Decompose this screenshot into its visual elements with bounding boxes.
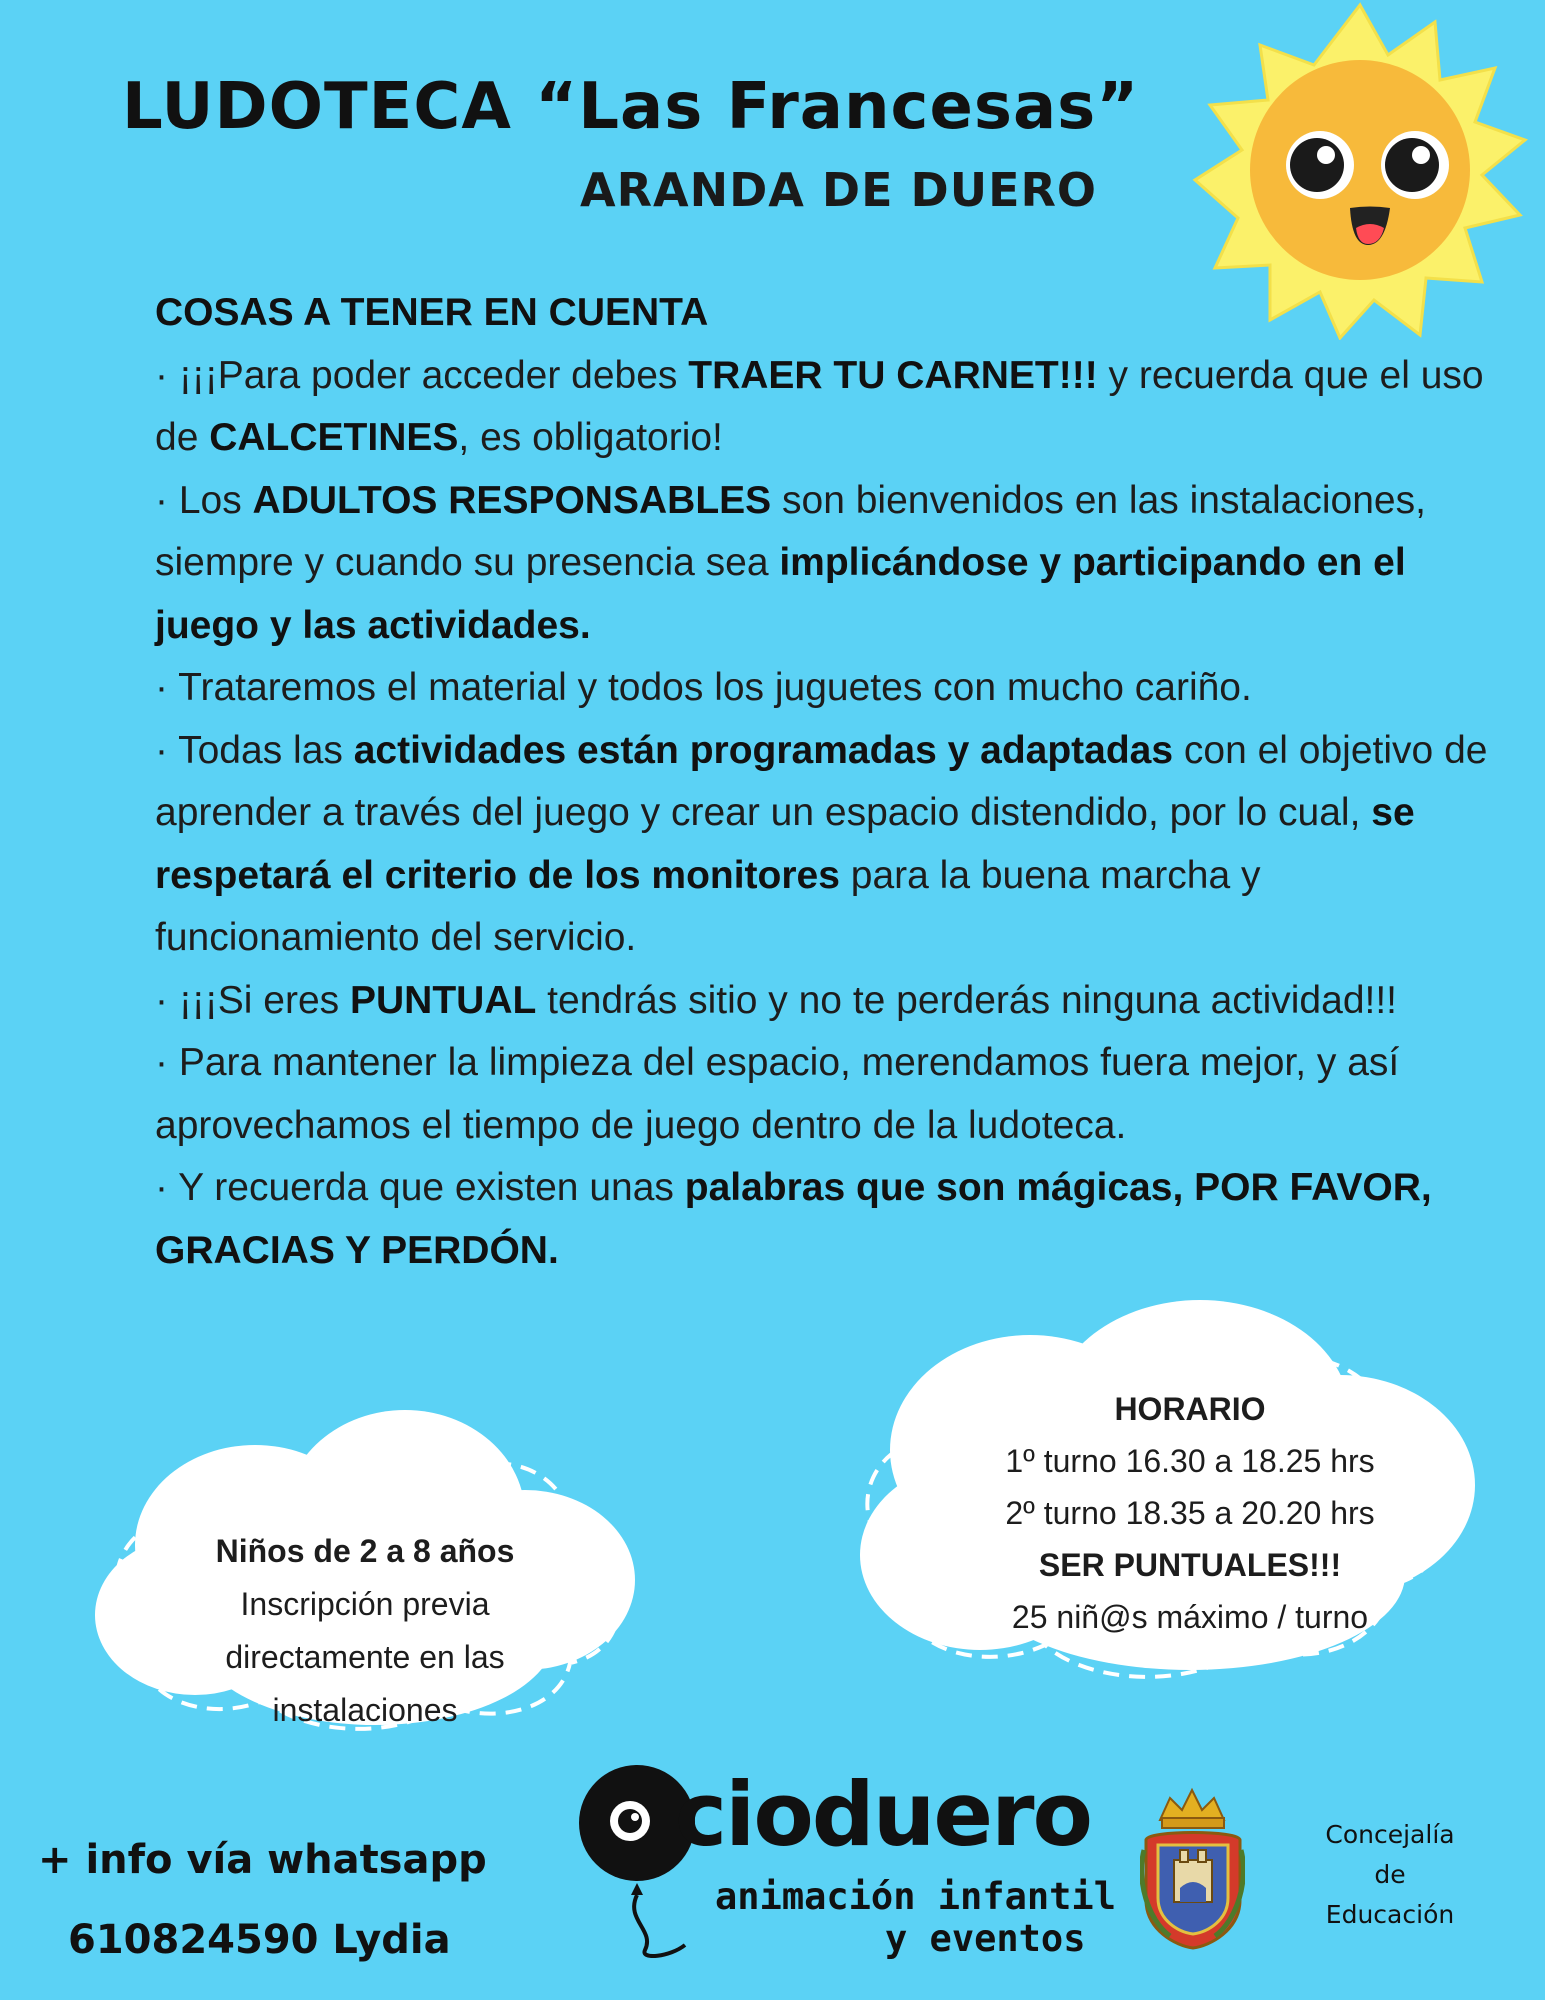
age-line-2: directamente en las <box>225 1639 505 1675</box>
brand-tagline-2: y eventos <box>885 1917 1086 1960</box>
brand-name: cioduero <box>675 1763 1091 1866</box>
rules-section <box>155 282 1495 1282</box>
ocioduero-logo <box>575 1745 1116 1965</box>
age-line-3: instalaciones <box>272 1692 458 1728</box>
concejalia-label <box>1300 1815 1480 1935</box>
rule-actividades: · Todas las actividades están programadas y adaptadas con el objetivo de aprender a través del juego y crear un espacio distendido, por lo cual, se respetará el criterio de los monitores para la buena marcha y funcionamiento del servicio. <box>155 728 1488 959</box>
contact-line-1: + info vía whatsapp <box>38 1837 487 1883</box>
contact-info <box>38 1820 487 1980</box>
schedule-cloud <box>820 1285 1520 1705</box>
rule-limpieza: · Para mantener la limpieza del espacio, merendamos fuera mejor, y así aprovechamos el tiempo de juego dentro de la ludoteca. <box>155 1041 1400 1147</box>
rule-carnet: · ¡¡¡Para poder acceder debes TRAER TU CARNET!!! y recuerda que el uso de CALCETINES, es obligatorio! <box>155 353 1484 459</box>
rule-material: · Trataremos el material y todos los juguetes con mucho cariño. <box>155 666 1252 709</box>
schedule-info <box>940 1383 1440 1643</box>
rule-adultos: · Los ADULTOS RESPONSABLES son bienvenidos en las instalaciones, siempre y cuando su presencia sea implicándose y participando en el juego y las actividades. <box>155 478 1426 647</box>
schedule-notice: SER PUNTUALES!!! <box>1038 1547 1342 1583</box>
schedule-capacity: 25 niñ@s máximo / turno <box>1011 1599 1369 1635</box>
contact-phone: 610824590 Lydia <box>68 1917 451 1963</box>
rule-palabras: · Y recuerda que existen unas palabras que son mágicas, POR FAVOR, GRACIAS Y PERDÓN. <box>155 1166 1432 1272</box>
age-line-1: Inscripción previa <box>240 1586 490 1622</box>
info-cloud-left <box>75 1395 675 1735</box>
age-title: Niños de 2 a 8 años <box>215 1533 515 1569</box>
concejalia-line-3: Educación <box>1325 1900 1455 1929</box>
page-subtitle: ARANDA DE DUERO <box>580 163 1098 217</box>
coat-of-arms-icon <box>1140 1780 1245 1950</box>
age-info <box>135 1525 595 1737</box>
page-title: LUDOTECA “Las Francesas” <box>122 70 1140 144</box>
rules-heading: COSAS A TENER EN CUENTA <box>155 291 709 334</box>
schedule-turno-2: 2º turno 18.35 a 20.20 hrs <box>1005 1495 1375 1531</box>
rule-puntual: · ¡¡¡Si eres PUNTUAL tendrás sitio y no te perderás ninguna actividad!!! <box>155 978 1398 1022</box>
schedule-turno-1: 1º turno 16.30 a 18.25 hrs <box>1005 1443 1375 1479</box>
schedule-title: HORARIO <box>1114 1391 1266 1427</box>
brand-tagline-1: animación infantil <box>715 1875 1116 1918</box>
concejalia-line-1: Concejalía <box>1325 1820 1455 1849</box>
concejalia-line-2: de <box>1374 1860 1406 1889</box>
